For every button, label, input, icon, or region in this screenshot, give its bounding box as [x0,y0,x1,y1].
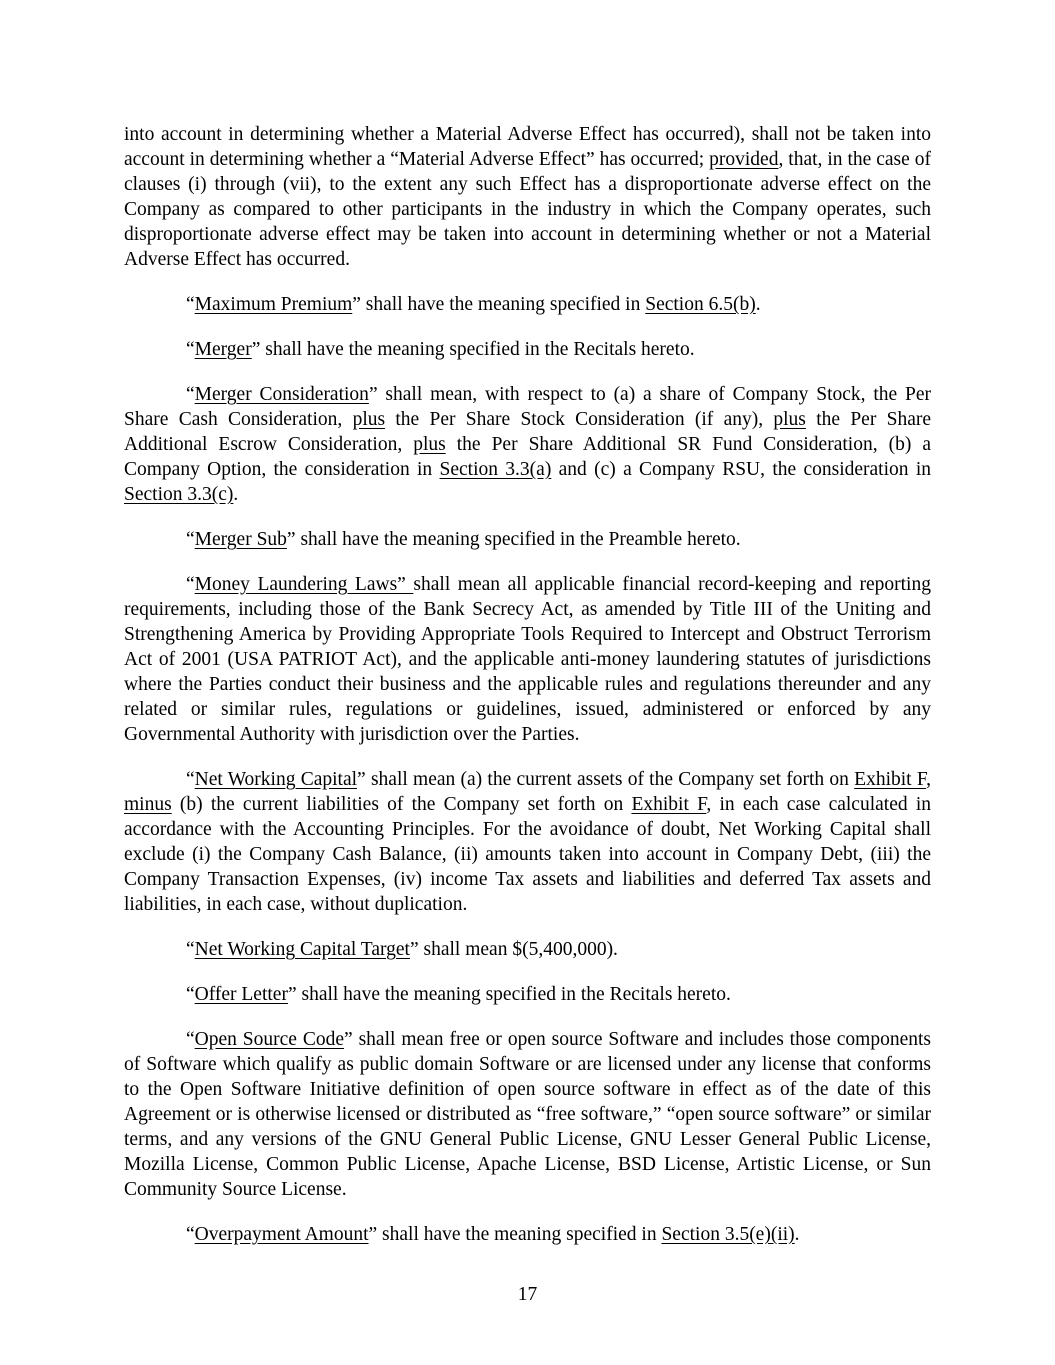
underlined-term: plus [413,434,446,455]
underlined-term: Exhibit F [854,769,927,790]
text-segment: “ [186,574,195,595]
text-segment: . [755,294,761,315]
text-segment: ” shall mean $(5,400,000). [409,939,618,960]
text-segment: ” shall have the meaning specified in the Recitals hereto. [287,984,731,1005]
text-segment: ” shall mean free or open source Software and includes those components of Software which qualify as public domain Software or are licensed under any license that conforms to the Open Software Initiative definition of open source software in effect as of the date of this Agreement or is otherwise licensed or distributed as “free software,” “open source software” or similar terms, and any versions of the GNU General Public License, GNU Lesser General Public License, Mozilla License, Common Public License, Apache License, BSD License, Artistic License, or Sun Community Source License. [124,1029,931,1200]
underlined-term: Net Working Capital Target [194,939,410,960]
underlined-term: Merger Sub [194,529,287,550]
text-segment: ” shall have the meaning specified in the Recitals hereto. [251,339,695,360]
text-segment: ” shall have the meaning specified in the Preamble hereto. [286,529,741,550]
underlined-term: Section 3.3(a) [439,459,552,480]
paragraph [124,527,931,552]
underlined-term: Maximum Premium [194,294,353,315]
underlined-term: Merger Consideration [194,384,369,405]
underlined-term: Net Working Capital [194,769,358,790]
text-segment: “ [186,1029,195,1050]
page-number: 17 [517,1284,538,1305]
text-segment: “ [186,294,195,315]
text-segment: “ [186,984,195,1005]
paragraph [124,937,931,962]
text-segment: “ [186,769,195,790]
paragraph [124,382,931,507]
text-segment: . [794,1224,800,1245]
paragraph [124,292,931,317]
paragraph [124,337,931,362]
paragraph [124,1222,931,1247]
paragraph [124,572,931,747]
underlined-term: Money Laundering Laws” [194,574,414,595]
paragraph [124,122,931,272]
underlined-term: plus [773,409,806,430]
text-segment: into account in determining whether a Material Adverse Effect has occurred), shall not be taken into account in determining whether a “Material Adverse Effect” has occurred; [124,124,931,170]
paragraph [124,982,931,1007]
text-segment: ” shall mean (a) the current assets of the Company set forth on [357,769,855,790]
underlined-term: plus [352,409,386,430]
text-segment: “ [186,939,195,960]
text-segment: “ [186,384,195,405]
underlined-term: Overpayment Amount [194,1224,369,1245]
paragraph [124,1027,931,1202]
paragraph [124,767,931,917]
underlined-term: Section 3.3(c) [124,484,234,505]
text-segment: , in each case calculated in accordance with the Accounting Principles. For the avoidance of doubt, Net Working Capital shall exclude (i) the Company Cash Balance, (ii) amounts taken into account in Company Debt, (iii) the Company Transaction Expenses, (iv) income Tax assets and liabilities and deferred Tax assets and liabilities, in each case, without duplication. [124,794,931,915]
underlined-term: Section 6.5(b) [645,294,756,315]
text-segment: “ [186,529,195,550]
underlined-term: Section 3.5(e)(ii) [661,1224,795,1245]
text-segment: (b) the current liabilities of the Company set forth on [171,794,632,815]
underlined-term: Exhibit F [631,794,707,815]
text-segment: “ [186,339,195,360]
text-segment: and (c) a Company RSU, the consideration in [551,459,931,480]
underlined-term: Merger [194,339,252,360]
document-body [124,122,931,1247]
text-segment: ” shall mean, with respect to (a) a share of Company Stock, the Per Share Cash Consideration, [124,384,932,430]
text-segment: “ [186,1224,195,1245]
underlined-term: provided [709,149,779,170]
underlined-term: Open Source Code [194,1029,345,1050]
text-segment: , that, in the case of clauses (i) through (vii), to the extent any such Effect has a disproportionate adverse effect on the Company as compared to other participants in the industry in which the Company operates, such disproportionate adverse effect may be taken into account in determining whether or not a Material Adverse Effect has occurred. [124,149,931,270]
text-segment: the Per Share Additional SR Fund Consideration, (b) a Company Option, the consideration in [124,434,931,480]
underlined-term: Offer Letter [194,984,288,1005]
text-segment: the Per Share Additional Escrow Consideration, [124,409,931,455]
underlined-term: minus [124,794,172,815]
text-segment: . [233,484,239,505]
text-segment: the Per Share Stock Consideration (if any), [385,409,774,430]
text-segment: , [926,769,931,790]
text-segment: ” shall have the meaning specified in [352,294,646,315]
text-segment: shall mean all applicable financial record-keeping and reporting requirements, including those of the Bank Secrecy Act, as amended by Title III of the Uniting and Strengthening America by Providing Appropriate Tools Required to Intercept and Obstruct Terrorism Act of 2001 (USA PATRIOT Act), and the applicable anti-money laundering statutes of jurisdictions where the Parties conduct their business and the applicable rules and regulations thereunder and any related or similar rules, regulations or guidelines, issued, administered or enforced by any Governmental Authority with jurisdiction over the Parties. [124,574,931,745]
text-segment: ” shall have the meaning specified in [368,1224,662,1245]
